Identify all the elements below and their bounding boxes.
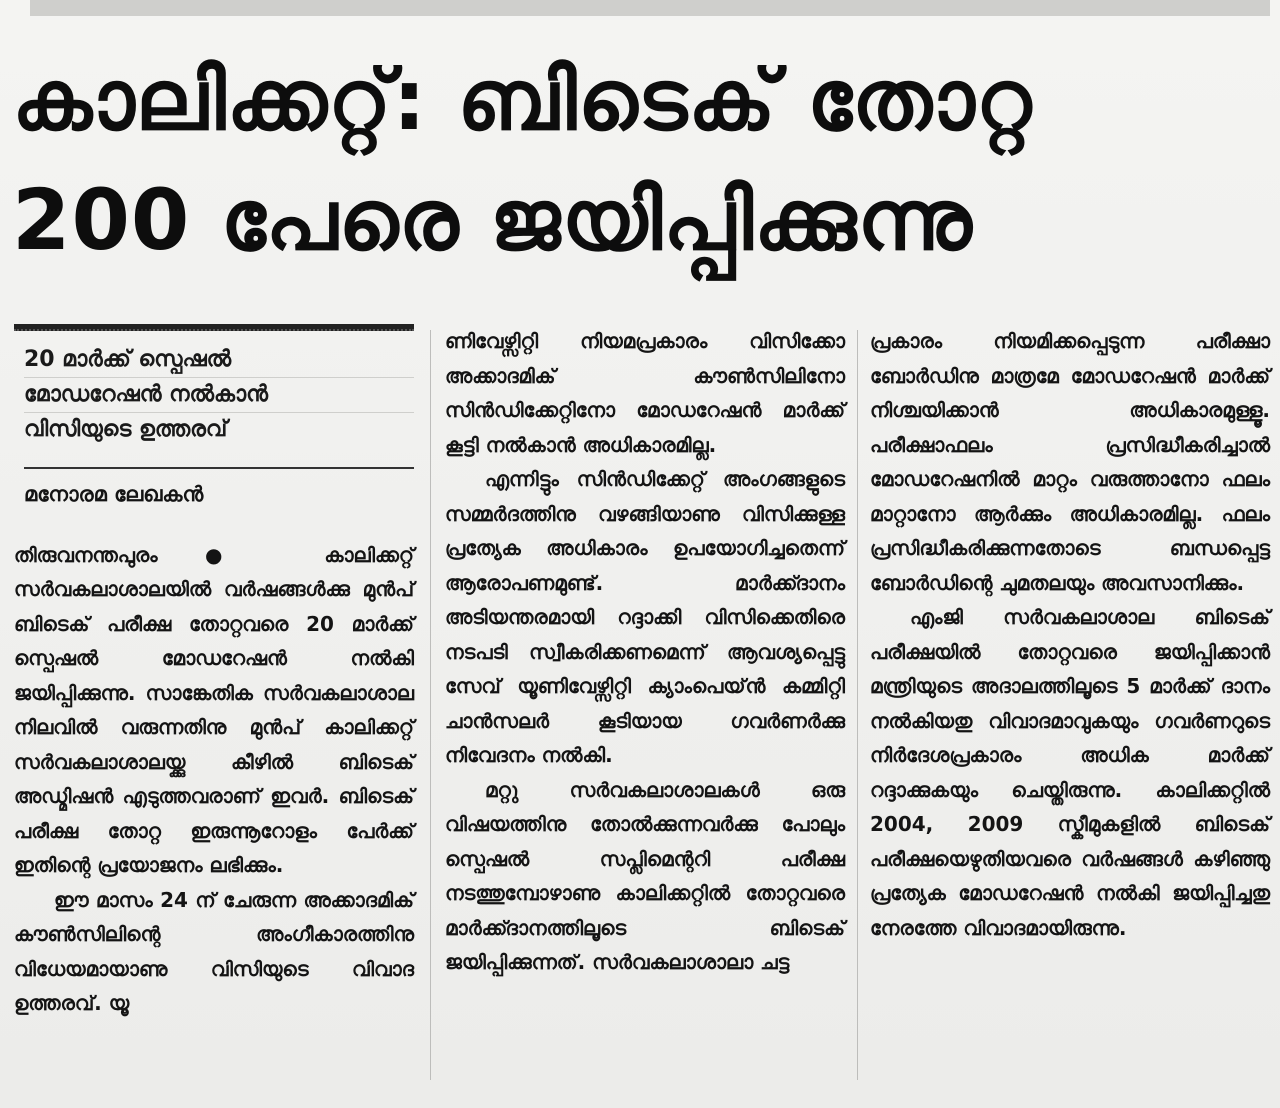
article-column-1 <box>14 324 414 1021</box>
paragraph: ഈ മാസം 24 ന് ചേരുന്ന അക്കാദമിക് കൗൺസിലിന്റെ അംഗീകാരത്തിനു വിധേയമായാണു വിസിയുടെ വിവാദ ഉത്തരവ്. യൂ <box>14 887 414 1015</box>
paragraph: ണിവേഴ്സിറ്റി നിയമപ്രകാരം വിസിക്കോ അക്കാദമിക് കൗൺസിലിനോ സിൻഡിക്കേറ്റിനോ മോഡറേഷൻ മാർക്ക് കൂട്ടി നൽകാൻ അധികാരമില്ല. <box>445 329 845 457</box>
byline: മനോരമ ലേഖകൻ <box>24 467 414 512</box>
headline <box>12 40 1252 280</box>
article-column-2 <box>445 324 845 980</box>
subheadline-line-3: വിസിയുടെ ഉത്തരവ് <box>24 412 414 447</box>
headline-line-2: 200 പേരെ ജയിപ്പിക്കുന്നു <box>12 171 973 269</box>
subheadline-line-1: 20 മാർക്ക് സ്പെഷൽ <box>24 347 232 372</box>
paragraph: തിരുവനന്തപുരം● കാലിക്കറ്റ് സർവകലാശാലയിൽ വർഷങ്ങൾക്കു മുൻപ് ബിടെക് പരീക്ഷ തോറ്റവരെ 20 മാർക്ക് സ്പെഷൽ മോഡറേഷൻ നൽകി ജയിപ്പിക്കുന്നു. സാങ്കേതിക സർവകലാശാല നിലവിൽ വരുന്നതിനു മുൻപ് കാലിക്കറ്റ് സർവകലാശാലയ്ക്കു കീഴിൽ ബിടെക് അഡ്മിഷൻ എടുത്തവരാണ് ഇവർ. ബിടെക് പരീക്ഷ തോറ്റ ഇരുന്നൂറോളം പേർക്ക് ഇതിന്റെ പ്രയോജനം ലഭിക്കും. <box>14 542 414 877</box>
article-column-3 <box>870 324 1270 945</box>
headline-line-1: കാലിക്കറ്റ്: ബിടെക് തോറ്റ <box>12 51 1033 149</box>
subheadline-line-2: മോഡറേഷൻ നൽകാൻ <box>24 377 414 412</box>
paragraph: മറ്റു സർവകലാശാലകൾ ഒരു വിഷയത്തിനു തോൽക്കുന്നവർക്കു പോലും സ്പെഷൽ സപ്ലിമെന്ററി പരീക്ഷ നടത്തുമ്പോഴാണു കാലിക്കറ്റിൽ തോറ്റവരെ മാർക്ക്ദാനത്തിലൂടെ ബിടെക് ജയിപ്പിക്കുന്നത്. സർവകലാശാലാ ചട്ട <box>445 777 845 974</box>
page-top-edge <box>30 0 1270 16</box>
subheadline <box>24 343 414 447</box>
column-divider <box>430 330 431 1080</box>
column-rule <box>14 324 414 331</box>
paragraph: എന്നിട്ടും സിൻഡിക്കേറ്റ് അംഗങ്ങളുടെ സമ്മർദത്തിനു വഴങ്ങിയാണു വിസിക്കുള്ള പ്രത്യേക അധികാരം ഉപയോഗിച്ചതെന്ന് ആരോപണമുണ്ട്. മാർക്ക്ദാനം അടിയന്തരമായി റദ്ദാക്കി വിസിക്കെതിരെ നടപടി സ്വീകരിക്കണമെന്ന് ആവശ്യപ്പെട്ടു സേവ് യൂണിവേഴ്സിറ്റി ക്യാംപെയ്ൻ കമ്മിറ്റി ചാൻസലർ കൂടിയായ ഗവർണർക്കു നിവേദനം നൽകി. <box>445 467 845 767</box>
column-divider <box>857 330 858 1080</box>
paragraph: എംജി സർവകലാശാല ബിടെക് പരീക്ഷയിൽ തോറ്റവരെ ജയിപ്പിക്കാൻ മന്ത്രിയുടെ അദാലത്തിലൂടെ 5 മാർക്ക് ദാനം നൽകിയതു വിവാദമാവുകയും ഗവർണറുടെ നിർദേശപ്രകാരം അധിക മാർക്ക് റദ്ദാക്കുകയും ചെയ്തിരുന്നു. കാലിക്കറ്റിൽ 2004, 2009 സ്കീമുകളിൽ ബിടെക് പരീക്ഷയെഴുതിയവരെ വർഷങ്ങൾ കഴിഞ്ഞു പ്രത്യേക മോഡറേഷൻ നൽകി ജയിപ്പിച്ചതു നേരത്തേ വിവാദമായിരുന്നു. <box>870 605 1270 940</box>
paragraph: പ്രകാരം നിയമിക്കപ്പെടുന്ന പരീക്ഷാ ബോർഡിനു മാത്രമേ മോഡറേഷൻ മാർക്ക് നിശ്ചയിക്കാൻ അധികാരമുള്ളൂ. പരീക്ഷാഫലം പ്രസിദ്ധീകരിച്ചാൽ മോഡറേഷനിൽ മാറ്റം വരുത്താനോ ഫലം മാറ്റാനോ ആർക്കും അധികാരമില്ല. ഫലം പ്രസിദ്ധീകരിക്കുന്നതോടെ ബന്ധപ്പെട്ട ബോർഡിന്റെ ചുമതലയും അവസാനിക്കും. <box>870 329 1270 595</box>
